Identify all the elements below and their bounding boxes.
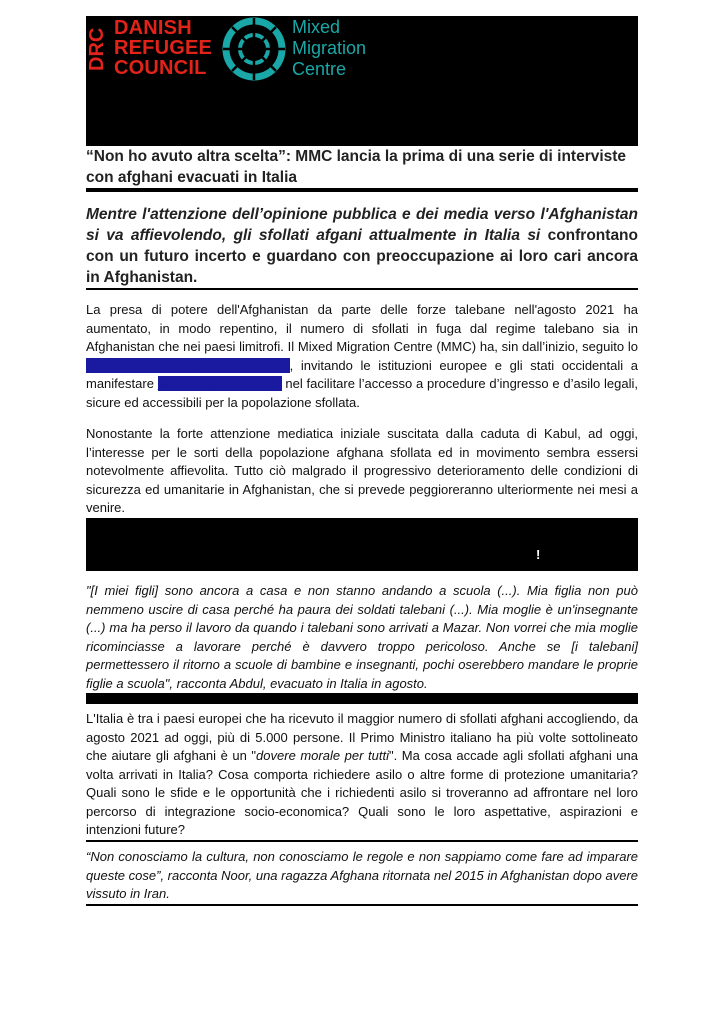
para1-block bbox=[86, 301, 638, 411]
drc-line-3: COUNCIL bbox=[114, 57, 207, 79]
paragraph-2: Nonostante la forte attenzione mediatica iniziale suscitata dalla caduta di Kabul, ad oggi, l’interesse per le sorti della popolazione afghana sfollata ed in movimento sembra essersi notevolmente affievolita. Tutto ciò malgrado il progressivo deterioramento delle condizioni di sicurezza ed umanitarie in Afghanistan, che si prevede peggioreranno ulteriormente nei mesi a venire. bbox=[86, 425, 638, 518]
paragraph-3: L'Italia è tra i paesi europei che ha ricevuto il maggior numero di sfollati afghani accogliendo, da agosto 2021 ad oggi, più di 5.000 persone. Il Primo Ministro italiano ha più volte sottolineato che aiutare gli afghani è un "dovere morale per tutti". Ma cosa accade agli sfollati afghani una volta arrivati in Italia? Cosa comporta richiedere asilo o altre forme di protezione umanitaria? Quali sono le sfide e le opportunità che i richiedenti asilo si troveranno ad affrontare nel loro percorso di integrazione socio-economica? Quali sono le loro aspettative, aspirazioni e intenzioni future? bbox=[86, 710, 638, 840]
mmc-line-3: Centre bbox=[292, 59, 347, 79]
redaction-mark: ! bbox=[536, 547, 541, 562]
lead-block bbox=[86, 204, 638, 290]
link-solidarity[interactable]: solidarietà e impegno bbox=[157, 376, 282, 391]
drc-logo-text bbox=[114, 18, 212, 78]
mmc-logo-text bbox=[292, 17, 366, 80]
lead-paragraph: Mentre l'attenzione dell’opinione pubblica e dei media verso l'Afghanistan si va affievolendo, gli sfollati afgani attualmente in Italia si confrontano con un futuro incerto e guardano con preoccupazione ai loro cari ancora in Afghanistan. bbox=[86, 206, 638, 286]
quote-noor: “Non conosciamo la cultura, non conosciamo le regole e non sappiamo come fare ad imparare queste cose”, racconta Noor, una ragazza Afghana ritornata nel 2015 in Afghanistan dopo avere vissuto in Iran. bbox=[86, 848, 638, 904]
drc-line-1: DANISH bbox=[114, 17, 192, 39]
paragraph-1: La presa di potere dell'Afghanistan da parte delle forze talebane nell'agosto 2021 ha aumentato, in modo repentino, il numero di sfollati in fuga dal regime talebano sia in Afghanistan che nei paesi limitrofi. Il Mixed Migration Centre (MMC) ha, sin dall’inizio, seguito lo sviluppo della situazione afghana, invitando le istituzioni europee e gli stati occidentali a manifestare solidarietà e impegno nel facilitare l’accesso a procedure d’ingresso e d’asilo legali, sicure ed accessibili per la popolazione sfollata. bbox=[86, 301, 638, 412]
page-title: “Non ho avuto altra scelta”: MMC lancia la prima di una serie di interviste con afghani evacuati in Italia bbox=[86, 146, 638, 188]
drc-line-2: REFUGEE bbox=[114, 37, 213, 59]
para2-block bbox=[86, 425, 638, 571]
drc-initials: DRC bbox=[86, 27, 108, 71]
header-logos bbox=[86, 16, 638, 146]
mmc-line-2: Migration bbox=[292, 38, 367, 58]
quote2-block bbox=[86, 848, 638, 906]
para3-block bbox=[86, 710, 638, 842]
quote-abdul: "[I miei figli] sono ancora a casa e non stanno andando a scuola (...). Mia figlia non può nemmeno uscire di casa perché ha paura dei soldati talebani (...). Mia moglie è un'insegnante (...) ma ha perso il lavoro da quando i talebani sono arrivati a Mazar. Non vorrei che mia moglie ricominciasse a lavorare perché è davvero troppo pericoloso. Anche se [i talebani] permettessero il ritorno a scuole di bambine e insegnanti, pochi oserebbero mandare le proprie figlie a scuola", racconta Abdul, evacuato in Italia in agosto. bbox=[86, 582, 638, 693]
quote1-block bbox=[86, 582, 638, 704]
mmc-line-1: Mixed bbox=[292, 17, 341, 37]
mmc-globe-icon bbox=[221, 16, 287, 82]
link-situation-afghan[interactable]: sviluppo della situazione afghana bbox=[86, 357, 290, 373]
title-block bbox=[86, 146, 638, 192]
